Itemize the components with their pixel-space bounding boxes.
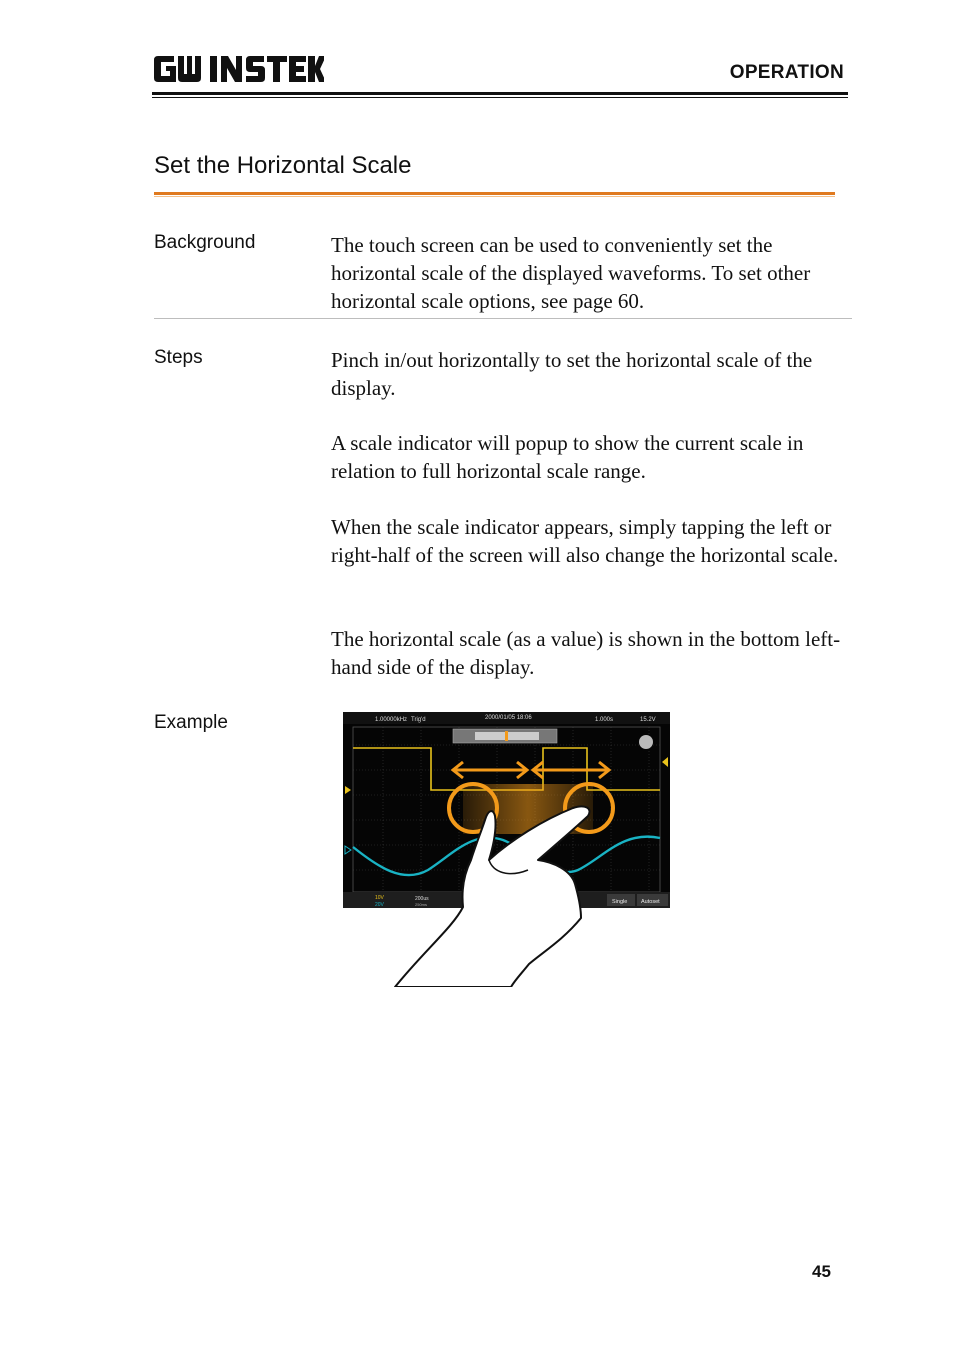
row-body-background bbox=[331, 231, 841, 315]
paragraph: The horizontal scale (as a value) is shown in the bottom left-hand side of the display. bbox=[331, 627, 841, 679]
status-timebase: 1.000s bbox=[595, 717, 614, 723]
row-label-steps: Steps bbox=[154, 347, 203, 368]
autoset-button: Autoset bbox=[641, 899, 660, 905]
status-trig: Trig'd bbox=[411, 717, 426, 723]
paragraph: When the scale indicator appears, simply tapping the left or right-half of the screen will also change the horizontal scale. bbox=[331, 515, 839, 567]
bottom-hscale-sub: 250ms bbox=[415, 902, 428, 907]
section-heading: OPERATION bbox=[729, 62, 844, 83]
header-rule-thin bbox=[152, 97, 848, 98]
bottom-ch1: 10V bbox=[375, 895, 384, 901]
bottom-ch2: 20V bbox=[375, 902, 384, 908]
status-date: 2000/01/05 18:06 bbox=[485, 715, 532, 721]
row-label-example: Example bbox=[154, 712, 228, 733]
page-title: Set the Horizontal Scale bbox=[154, 152, 412, 179]
title-underline bbox=[154, 192, 835, 195]
paragraph: Pinch in/out horizontally to set the horizontal scale of the display. bbox=[331, 348, 813, 400]
title-underline-light bbox=[154, 196, 835, 197]
bottom-hscale: 200us bbox=[415, 896, 429, 902]
status-trig-level: 15.2V bbox=[640, 717, 656, 723]
gw-instek-logo bbox=[154, 56, 324, 84]
page-number: 45 bbox=[812, 1262, 831, 1281]
status-freq: 1.00000kHz bbox=[375, 717, 408, 723]
paragraph: The touch screen can be used to conveniently set the horizontal scale of the displayed waveforms. To set other horizontal scale options, see page 60. bbox=[331, 233, 811, 313]
paragraph: A scale indicator will popup to show the current scale in relation to full horizontal scale range. bbox=[331, 431, 804, 483]
touch-icon bbox=[639, 735, 653, 749]
row-divider bbox=[154, 318, 852, 319]
row-body-steps bbox=[331, 346, 841, 402]
row-body-steps-3 bbox=[331, 513, 841, 569]
oscilloscope-pinch-figure bbox=[343, 712, 670, 987]
row-body-steps-2 bbox=[331, 429, 841, 485]
single-button: Single bbox=[612, 899, 628, 905]
row-label-background: Background bbox=[154, 232, 256, 253]
header-rule bbox=[152, 92, 848, 95]
row-body-steps-4 bbox=[331, 625, 841, 681]
